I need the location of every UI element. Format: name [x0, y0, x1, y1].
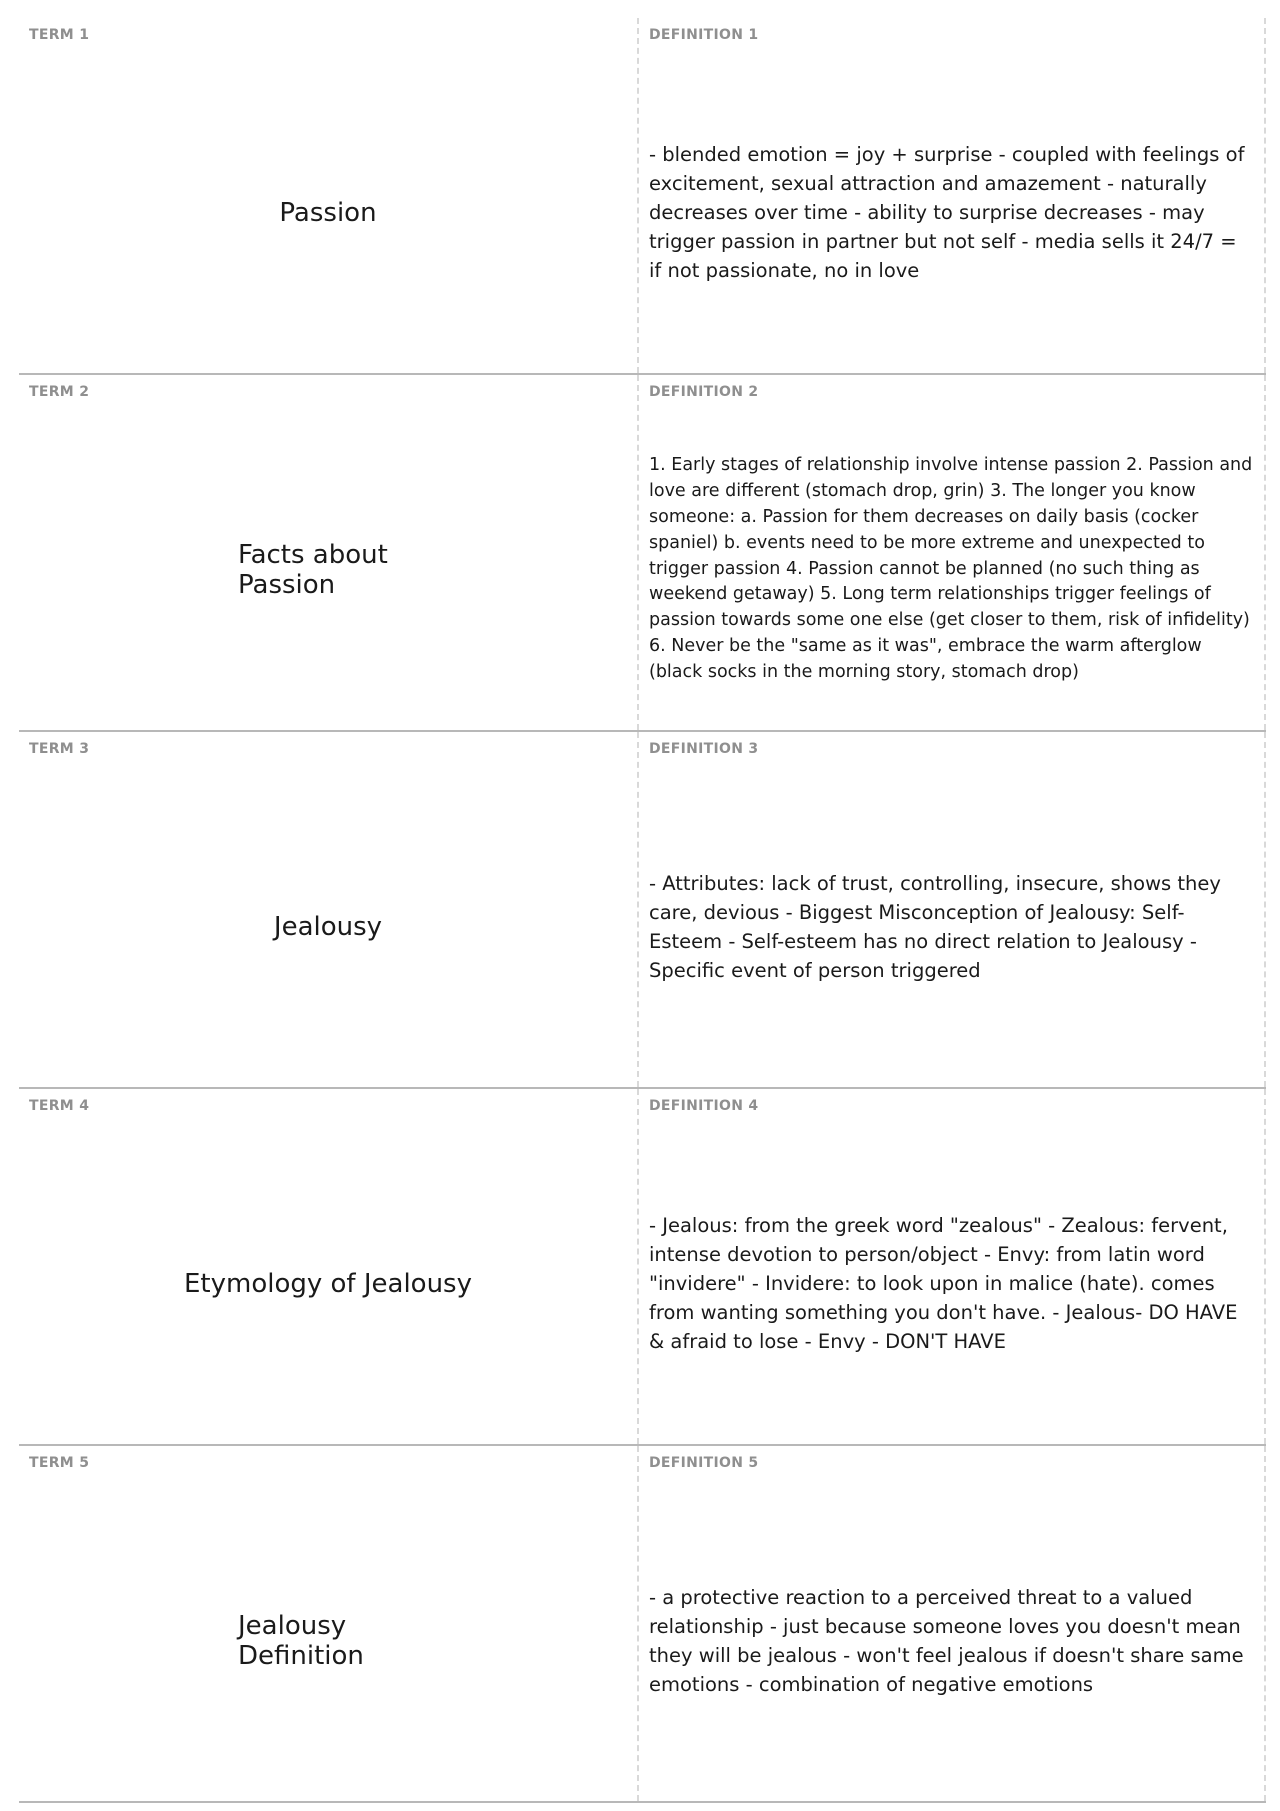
definition-cell [639, 18, 1266, 373]
term-text: Facts about Passion [238, 539, 388, 600]
term-label: TERM 4 [29, 1098, 90, 1114]
term-label: TERM 5 [29, 1455, 90, 1471]
definition-label: DEFINITION 3 [649, 741, 759, 757]
definition-label: DEFINITION 1 [649, 27, 759, 43]
definition-cell [639, 1446, 1266, 1801]
definition-label: DEFINITION 2 [649, 384, 759, 400]
definition-text: - Jealous: from the greek word "zealous" - Zealous: fervent, intense devotion to person/object - Envy: from latin word "invidere" - Invidere: to look upon in malice (hate). comes from wanting something you don't have. - Jealous- DO HAVE & afraid to lose - Envy - DON'T HAVE [649, 1214, 1238, 1353]
term-cell [19, 1446, 639, 1801]
term-cell [19, 1089, 639, 1444]
flashcard-row [19, 1446, 1266, 1803]
definition-label: DEFINITION 5 [649, 1455, 759, 1471]
definition-cell [639, 1089, 1266, 1444]
term-cell [19, 375, 639, 730]
flashcard-row [19, 375, 1266, 732]
term-label: TERM 1 [29, 27, 90, 43]
definition-label: DEFINITION 4 [649, 1098, 759, 1114]
term-text: Jealousy Definition [238, 1610, 364, 1671]
term-label: TERM 2 [29, 384, 90, 400]
definition-text: - a protective reaction to a perceived threat to a valued relationship - just because someone loves you doesn't mean they will be jealous - won't feel jealous if doesn't share same emotions - combination of negative emotions [649, 1585, 1244, 1696]
definition-text: 1. Early stages of relationship involve intense passion 2. Passion and love are different (stomach drop, grin) 3. The longer you know someone: a. Passion for them decreases on daily basis (cocker spaniel) b. events need to be more extreme and unexpected to trigger passion 4. Passion cannot be planned (no such thing as weekend getaway) 5. Long term relationships trigger feelings of passion towards some one else (get closer to them, risk of infidelity) 6. Never be the "same as it was", embrace the warm afterglow (black socks in the morning story, stomach drop) [649, 455, 1253, 682]
term-cell [19, 732, 639, 1087]
flashcard-row [19, 18, 1266, 375]
flashcard-row [19, 732, 1266, 1089]
flashcard-row [19, 1089, 1266, 1446]
definition-cell [639, 375, 1266, 730]
term-text: Jealousy [273, 911, 383, 942]
definition-text: - blended emotion = joy + surprise - coupled with feelings of excitement, sexual attraction and amazement - naturally decreases over time - ability to surprise decreases - may trigger passion in partner but not self - media sells it 24/7 = if not passionate, no in love [649, 143, 1245, 282]
definition-cell [639, 732, 1266, 1087]
term-text: Passion [279, 197, 377, 228]
definition-text: - Attributes: lack of trust, controlling, insecure, shows they care, devious - Biggest Misconception of Jealousy: Self-Esteem - Self-esteem has no direct relation to Jealousy - Specific event of person triggered [649, 871, 1221, 982]
flashcard-sheet [19, 18, 1266, 1803]
term-text: Etymology of Jealousy [184, 1268, 472, 1299]
term-cell [19, 18, 639, 373]
term-label: TERM 3 [29, 741, 90, 757]
